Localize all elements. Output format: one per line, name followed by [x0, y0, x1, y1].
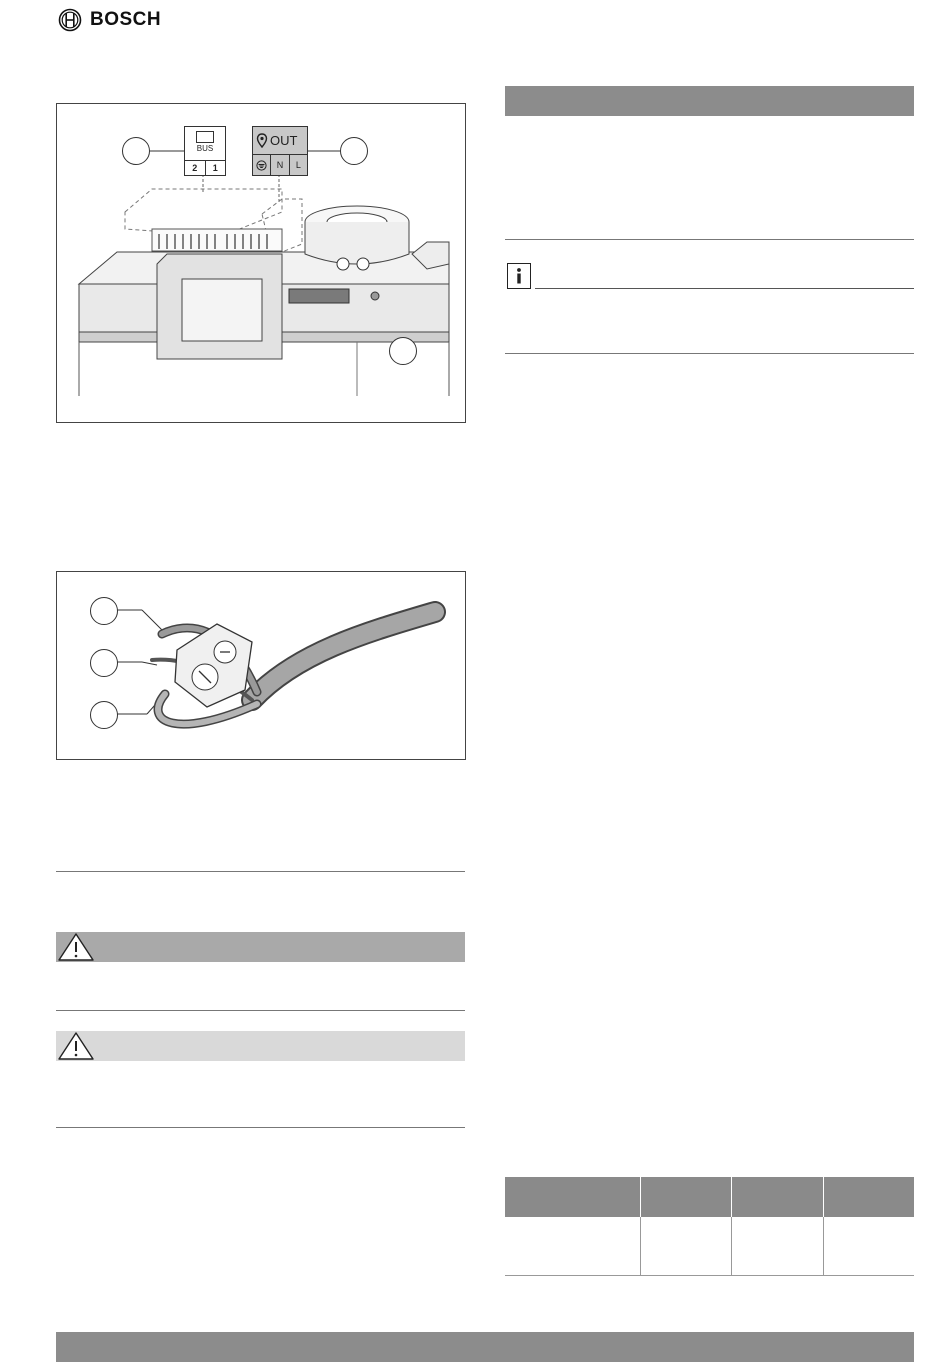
- callout-3: [90, 701, 118, 729]
- out-terminal-l: L: [295, 160, 301, 170]
- section-header-bar: [505, 86, 914, 116]
- spec-table: [505, 1177, 914, 1276]
- out-terminal-n: N: [271, 155, 289, 175]
- footer-bar: [56, 1332, 914, 1362]
- brand-header: [58, 8, 161, 32]
- section-divider: [56, 1010, 465, 1011]
- info-icon: [507, 263, 531, 289]
- table-cell: [505, 1217, 641, 1276]
- location-pin-icon: [256, 133, 268, 148]
- table-header-cell: [732, 1177, 823, 1217]
- warning-banner-light: [56, 1031, 465, 1061]
- section-divider: [56, 871, 465, 872]
- brand-name: BOSCH: [90, 9, 162, 30]
- warning-banner-dark: [56, 932, 465, 962]
- bosch-logo-icon: [58, 8, 82, 32]
- earth-terminal-icon: [253, 155, 271, 175]
- figure-cable-connection: [56, 571, 466, 760]
- warning-triangle-icon: [56, 932, 96, 962]
- table-header-cell: [823, 1177, 914, 1217]
- table-cell: [823, 1217, 914, 1276]
- table-header-cell: [505, 1177, 641, 1217]
- callout-1: [122, 137, 150, 165]
- out-label: OUT: [270, 132, 298, 148]
- table-header-row: [505, 1177, 914, 1217]
- section-divider: [56, 1127, 465, 1128]
- table-header-cell: [641, 1177, 732, 1217]
- bus-label: BUS: [196, 144, 214, 153]
- bus-terminal-box: [184, 126, 226, 176]
- section-divider: [505, 239, 914, 240]
- callout-3: [389, 337, 417, 365]
- callout-2: [340, 137, 368, 165]
- info-notice: [505, 261, 914, 291]
- bus-symbol: [196, 131, 214, 143]
- warning-triangle-icon: [56, 1031, 96, 1061]
- cable-drawing: [57, 572, 465, 759]
- table-row: [505, 1217, 914, 1276]
- section-divider: [505, 353, 914, 354]
- table-cell: [732, 1217, 823, 1276]
- table-cell: [641, 1217, 732, 1276]
- out-terminal-box: [252, 126, 308, 176]
- figure-terminal-diagram: [56, 103, 466, 423]
- bus-terminal-1: 1: [212, 163, 218, 173]
- bus-terminal-2: 2: [185, 161, 206, 175]
- callout-2: [90, 649, 118, 677]
- callout-1: [90, 597, 118, 625]
- info-rule: [535, 288, 914, 289]
